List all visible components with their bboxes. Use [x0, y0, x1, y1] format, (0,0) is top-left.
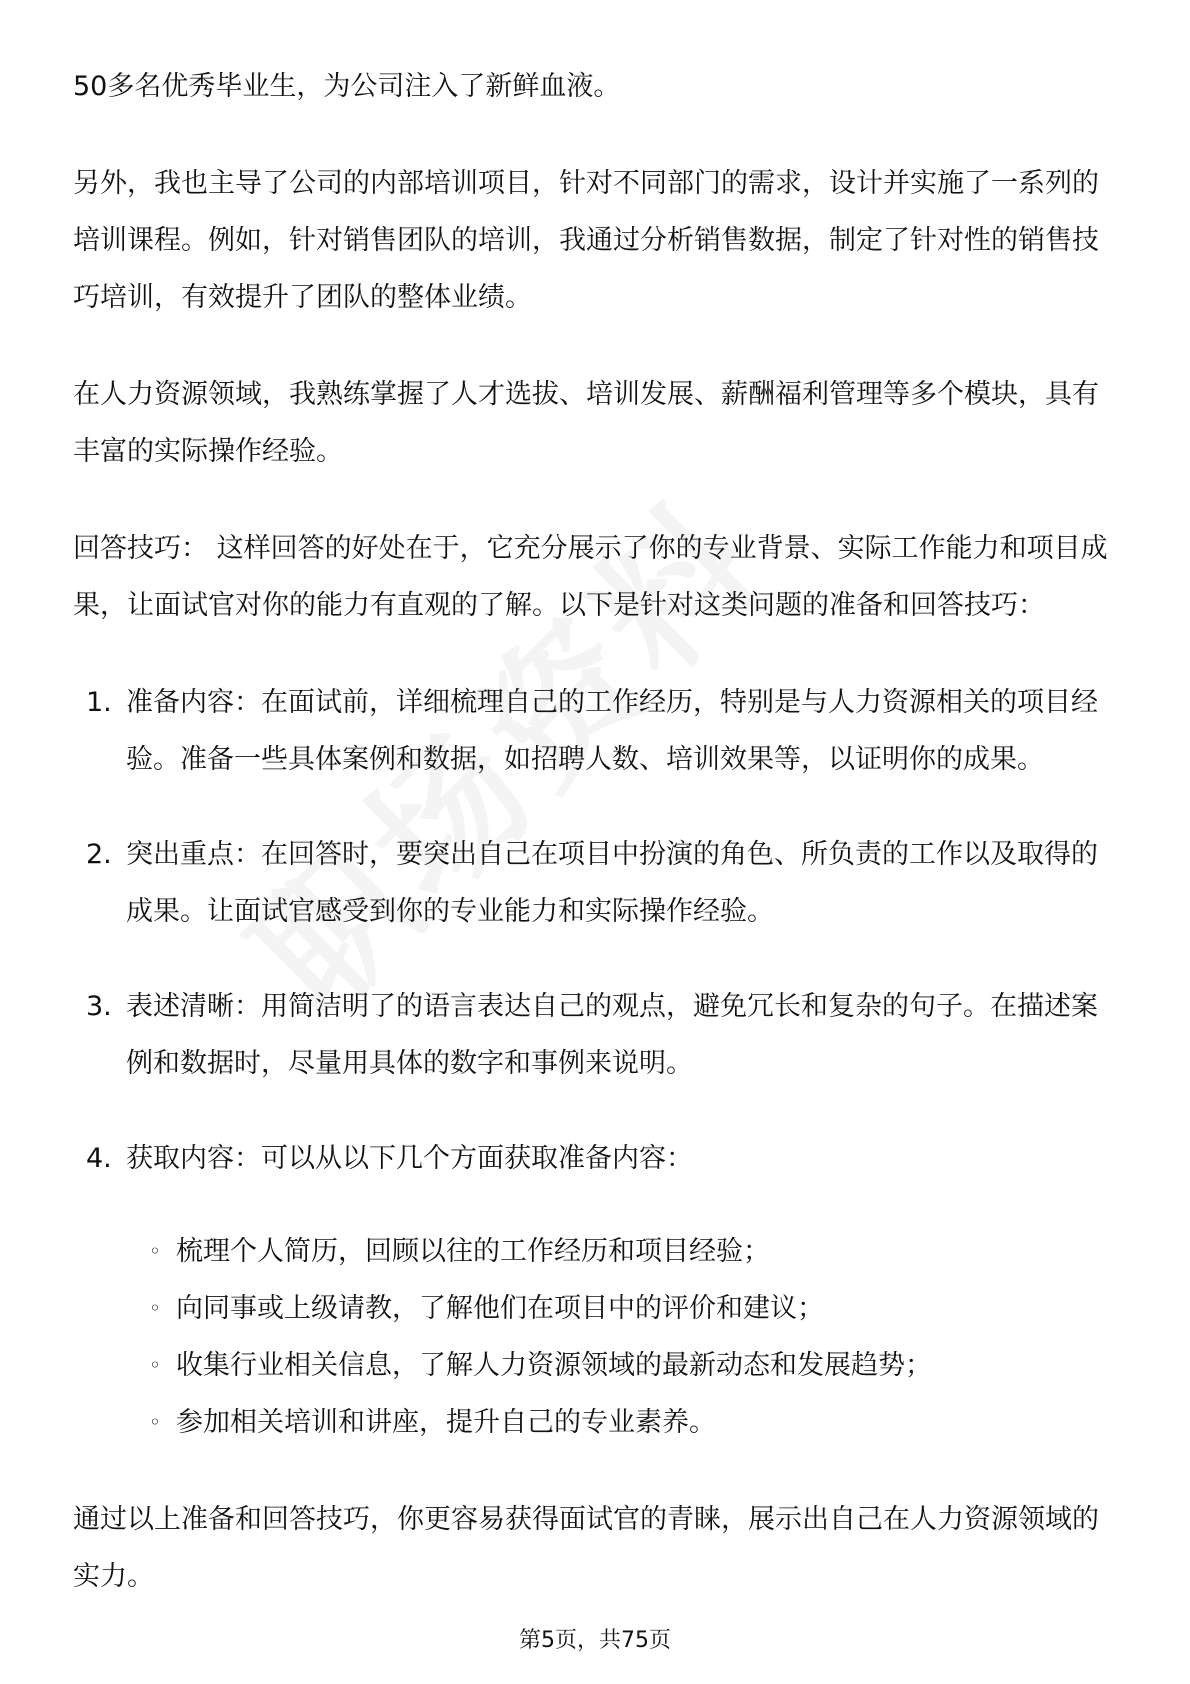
- list-item-text: 参加相关培训和讲座，提升自己的专业素养。: [176, 1407, 716, 1438]
- list-item: [73, 1337, 1123, 1394]
- tip-text: 表述清晰：用简洁明了的语言表达自己的观点，避免冗长和复杂的句子。在描述案例和数据时，尽量用具体的数字和事例来说明。: [126, 991, 1098, 1079]
- page-number: 第5页，共75页: [519, 1628, 671, 1653]
- bullet-circle-icon: ◦: [149, 1296, 161, 1320]
- bullet-circle-icon: ◦: [149, 1353, 161, 1377]
- page-content: [73, 58, 1123, 1605]
- tip-text: 准备内容：在面试前，详细梳理自己的工作经历，特别是与人力资源相关的项目经验。准备一些具体案例和数据，如招聘人数、培训效果等，以证明你的成果。: [126, 687, 1098, 775]
- tip-number: 1.: [86, 687, 112, 718]
- list-item-text: 收集行业相关信息，了解人力资源领域的最新动态和发展趋势；: [176, 1350, 932, 1381]
- bullet-circle-icon: ◦: [149, 1410, 161, 1434]
- tip-number: 4.: [86, 1143, 112, 1174]
- sources-list: [73, 1223, 1123, 1451]
- tip-number: 2.: [86, 839, 112, 870]
- tip-item: [73, 1130, 1123, 1187]
- paragraph-intro: 50多名优秀毕业生，为公司注入了新鲜血液。: [73, 71, 621, 102]
- bullet-circle-icon: ◦: [149, 1239, 161, 1263]
- tip-item: [73, 978, 1123, 1092]
- tip-text: 突出重点：在回答时，要突出自己在项目中扮演的角色、所负责的工作以及取得的成果。让面试官感受到你的专业能力和实际操作经验。: [126, 839, 1098, 927]
- list-item: [73, 1280, 1123, 1337]
- list-item-text: 梳理个人简历，回顾以往的工作经历和项目经验；: [176, 1236, 770, 1267]
- list-item-text: 向同事或上级请教，了解他们在项目中的评价和建议；: [176, 1293, 824, 1324]
- tips-list: [73, 674, 1123, 1187]
- tip-item: [73, 826, 1123, 940]
- list-item: [73, 1394, 1123, 1451]
- tip-item: [73, 674, 1123, 788]
- tip-text: 获取内容：可以从以下几个方面获取准备内容：: [126, 1143, 693, 1174]
- tip-number: 3.: [86, 991, 112, 1022]
- paragraph-training: 另外，我也主导了公司的内部培训项目，针对不同部门的需求，设计并实施了一系列的培训课程。例如，针对销售团队的培训，我通过分析销售数据，制定了针对性的销售技巧培训，有效提升了团队的整体业绩。: [73, 168, 1099, 313]
- paragraph-answer-tips: 回答技巧： 这样回答的好处在于，它充分展示了你的专业背景、实际工作能力和项目成果，让面试官对你的能力有直观的了解。以下是针对这类问题的准备和回答技巧：: [73, 533, 1108, 621]
- paragraph-closing: 通过以上准备和回答技巧，你更容易获得面试官的青睐，展示出自己在人力资源领域的实力。: [73, 1504, 1099, 1592]
- paragraph-hr-skills: 在人力资源领域，我熟练掌握了人才选拔、培训发展、薪酬福利管理等多个模块，具有丰富的实际操作经验。: [73, 379, 1099, 467]
- list-item: [73, 1223, 1123, 1280]
